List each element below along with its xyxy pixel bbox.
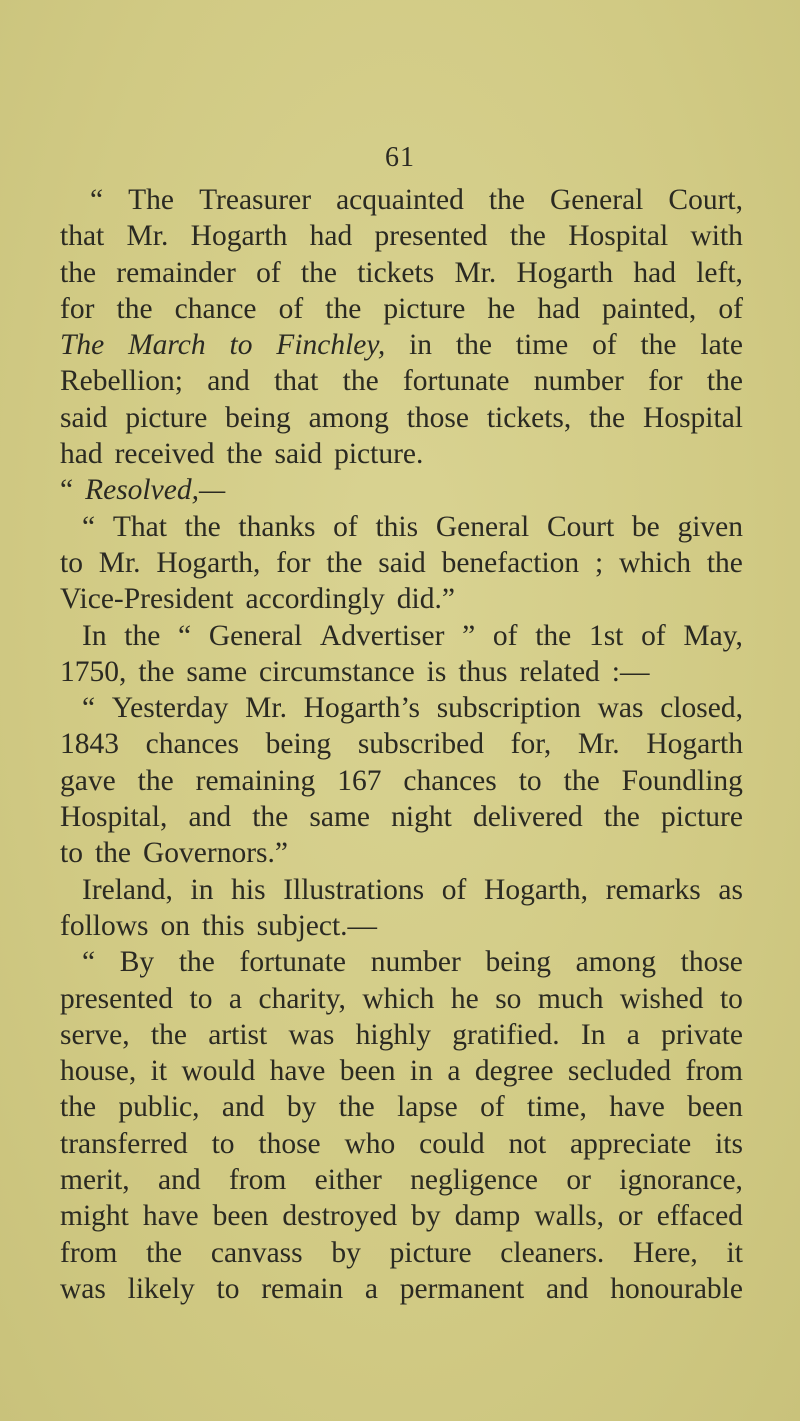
word: That <box>112 510 167 543</box>
word: picture. <box>334 438 424 471</box>
word: the <box>589 401 626 434</box>
word: Hogarth, <box>156 546 261 579</box>
word: The <box>60 329 105 362</box>
word: honourable <box>610 1272 743 1305</box>
word: the <box>184 510 221 543</box>
text-line <box>60 182 743 218</box>
word: said <box>378 546 426 579</box>
word: the <box>300 256 337 289</box>
word: merit, <box>60 1164 130 1197</box>
word: who <box>344 1127 396 1160</box>
word: from <box>228 1164 287 1197</box>
text-line <box>60 1017 743 1053</box>
word: picture <box>383 292 466 325</box>
word: a <box>364 1272 378 1305</box>
word: 1st <box>588 619 624 652</box>
word: number <box>533 365 624 398</box>
text-line <box>60 581 743 617</box>
word: of <box>441 873 467 906</box>
word: thus <box>458 655 508 688</box>
word: and <box>158 1164 201 1197</box>
word: 167 <box>337 764 382 797</box>
word: the <box>706 365 743 398</box>
word: ” <box>462 619 476 652</box>
word: Here, <box>633 1236 698 1269</box>
word: chances <box>403 764 497 797</box>
word: Hospital, <box>60 801 168 834</box>
word: artist <box>208 1018 268 1051</box>
word: late <box>700 329 743 362</box>
word: either <box>314 1164 382 1197</box>
word: a <box>228 982 243 1015</box>
word: received <box>114 438 215 471</box>
word: General <box>435 510 530 543</box>
word: had <box>309 220 353 253</box>
word: circumstance <box>259 655 415 688</box>
word: in <box>409 1055 433 1088</box>
word: house, <box>60 1055 137 1088</box>
word: been <box>212 1200 269 1233</box>
word: for, <box>510 728 552 761</box>
word: Resolved,— <box>85 474 226 507</box>
word: Mr. <box>126 220 169 253</box>
word: General <box>550 184 644 216</box>
word: of <box>256 256 281 289</box>
word: :— <box>611 655 650 688</box>
word: subscribed <box>357 728 484 761</box>
word: the <box>150 1018 187 1051</box>
word: effaced <box>656 1200 743 1233</box>
word: appreciate <box>570 1127 692 1160</box>
word: this <box>202 909 245 942</box>
word: of <box>333 510 358 543</box>
word: and <box>207 365 250 398</box>
word: night <box>391 801 452 834</box>
word: was <box>60 1272 106 1305</box>
word: painted, <box>602 292 697 325</box>
word: Mr. <box>98 546 141 579</box>
word: to <box>719 982 743 1015</box>
word: to <box>518 764 542 797</box>
word: walls, <box>534 1200 604 1233</box>
word: to <box>60 546 83 579</box>
word: as <box>718 873 743 906</box>
word: to <box>229 329 253 362</box>
word: “ <box>82 946 96 979</box>
word: thanks <box>238 510 316 543</box>
word: picture <box>661 801 743 834</box>
word: for <box>60 292 95 325</box>
word: the <box>455 329 492 362</box>
word: the <box>509 220 546 253</box>
word: public, <box>118 1091 200 1124</box>
word: Treasurer <box>199 184 312 216</box>
text-line <box>60 1271 743 1307</box>
word: by <box>331 1236 361 1269</box>
word: the <box>325 292 362 325</box>
word: to <box>211 1127 235 1160</box>
word: Foundling <box>621 764 743 797</box>
word: subject.— <box>256 909 378 942</box>
text-line <box>60 618 743 654</box>
word: In <box>580 1018 606 1051</box>
word: the <box>706 546 743 579</box>
text-line <box>60 255 743 291</box>
word: Yesterday <box>111 692 229 725</box>
word: said <box>60 401 108 434</box>
word: for <box>648 365 683 398</box>
word: “ <box>60 474 74 507</box>
word: Advertiser <box>319 619 445 652</box>
word: of <box>492 619 518 652</box>
word: it <box>150 1055 168 1088</box>
word: Hogarth <box>646 728 743 761</box>
word: related <box>519 655 600 688</box>
word: the <box>252 801 289 834</box>
word: tickets <box>357 256 435 289</box>
text-line <box>60 509 743 545</box>
word: among <box>575 946 656 979</box>
text-line <box>60 872 743 908</box>
word: 1843 <box>60 728 119 761</box>
word: had <box>537 292 580 325</box>
word: in <box>409 329 433 362</box>
word: had <box>60 438 103 471</box>
word: ; <box>594 546 604 579</box>
word: the <box>137 764 174 797</box>
word: 1750, <box>60 655 127 688</box>
word: which <box>618 546 692 579</box>
word: so <box>495 982 522 1015</box>
word: a <box>447 1055 461 1088</box>
word: highly <box>355 1018 432 1051</box>
text-line <box>60 400 743 436</box>
word: and <box>545 1272 589 1305</box>
word: is <box>426 655 447 688</box>
word: said <box>274 438 323 471</box>
word: benefaction <box>441 546 580 579</box>
word: did.” <box>396 583 455 616</box>
word: Rebellion; <box>60 365 183 398</box>
word: same <box>309 801 371 834</box>
word: charity, <box>258 982 346 1015</box>
text-line <box>60 690 743 726</box>
word: the <box>60 256 97 289</box>
word: of <box>592 329 617 362</box>
word: accordingly <box>245 583 385 616</box>
word: Illustrations <box>283 873 425 906</box>
word: the <box>116 292 153 325</box>
word: the <box>488 184 525 216</box>
word: from <box>60 1236 118 1269</box>
word: have <box>142 1200 199 1233</box>
word: been <box>339 1055 396 1088</box>
word: “ <box>90 184 104 216</box>
word: would <box>181 1055 256 1088</box>
word: Mr. <box>577 728 620 761</box>
word: the <box>178 946 215 979</box>
word: by <box>411 1200 441 1233</box>
word: the <box>94 837 131 870</box>
word: being <box>225 401 291 434</box>
word: canvass <box>210 1236 303 1269</box>
word: was <box>288 1018 335 1051</box>
word: it <box>726 1236 743 1269</box>
word: follows <box>60 909 149 942</box>
word: permanent <box>399 1272 525 1305</box>
word: presented <box>374 220 488 253</box>
word: Finchley, <box>276 329 386 362</box>
word: or <box>566 1164 591 1197</box>
word: General <box>208 619 303 652</box>
word: the <box>563 764 600 797</box>
word: its <box>715 1127 743 1160</box>
word: remainder <box>116 256 236 289</box>
word: to <box>216 1272 240 1305</box>
word: been <box>687 1091 743 1124</box>
text-line <box>60 1053 743 1089</box>
text-line <box>60 1198 743 1234</box>
word: those <box>406 401 469 434</box>
word: closed, <box>660 692 743 725</box>
text-line <box>60 291 743 327</box>
text-line <box>60 218 743 254</box>
word: likely <box>127 1272 195 1305</box>
word: gave <box>60 764 116 797</box>
word: Hogarth’s <box>303 692 420 725</box>
word: that <box>60 220 105 253</box>
word: that <box>274 365 319 398</box>
word: subscription <box>436 692 581 725</box>
word: of <box>718 292 743 325</box>
word: by <box>286 1091 317 1124</box>
word: In <box>82 619 107 652</box>
text-line <box>60 981 743 1017</box>
word: with <box>690 220 743 253</box>
text-line <box>60 1162 743 1198</box>
word: ignorance, <box>619 1164 743 1197</box>
word: cleaners. <box>500 1236 605 1269</box>
word: wished <box>619 982 704 1015</box>
word: picture <box>389 1236 472 1269</box>
word: May, <box>683 619 743 652</box>
text-line <box>60 436 743 472</box>
word: acquainted <box>336 184 464 216</box>
word: Hogarth <box>516 256 614 289</box>
word: tickets, <box>486 401 572 434</box>
text-line <box>60 944 743 980</box>
word: presented <box>60 982 174 1015</box>
word: Court <box>546 510 615 543</box>
word: Mr. <box>245 692 287 725</box>
word: a <box>626 1018 640 1051</box>
word: delivered <box>472 801 583 834</box>
word: Hogarth <box>190 220 288 253</box>
word: this <box>375 510 419 543</box>
word: March <box>128 329 206 362</box>
word: being <box>485 946 552 979</box>
word: remarks <box>605 873 701 906</box>
word: being <box>265 728 332 761</box>
word: same <box>186 655 248 688</box>
word: the <box>60 1091 97 1124</box>
text-line <box>60 363 743 399</box>
word: remain <box>261 1272 344 1305</box>
word: the <box>226 438 263 471</box>
word: Mr. <box>454 256 497 289</box>
word: gratified. <box>452 1018 560 1051</box>
word: The <box>128 184 175 216</box>
word: destroyed <box>282 1200 398 1233</box>
text-line <box>60 654 743 690</box>
word: “ <box>178 619 192 652</box>
word: had <box>633 256 676 289</box>
word: degree <box>474 1055 554 1088</box>
word: serve, <box>60 1018 130 1051</box>
word: which <box>362 982 435 1015</box>
word: number <box>370 946 461 979</box>
text-line <box>60 799 743 835</box>
word: chances <box>145 728 239 761</box>
word: to <box>189 982 213 1015</box>
word: those <box>258 1127 321 1160</box>
word: of <box>480 1091 505 1124</box>
word: of <box>278 292 304 325</box>
word: his <box>231 873 266 906</box>
word: Hospital <box>643 401 743 434</box>
word: was <box>597 692 644 725</box>
word: not <box>508 1127 547 1160</box>
word: to <box>60 837 83 870</box>
word: transferred <box>60 1127 188 1160</box>
word: time <box>515 329 569 362</box>
word: of <box>641 619 666 652</box>
word: Ireland, <box>82 873 173 906</box>
text-line <box>60 726 743 762</box>
text-line <box>60 908 743 944</box>
word: lapse <box>397 1091 458 1124</box>
word: have <box>609 1091 665 1124</box>
text-line <box>60 1089 743 1125</box>
word: remaining <box>195 764 316 797</box>
word: the <box>326 546 363 579</box>
text-line <box>60 472 743 508</box>
word: chance <box>174 292 257 325</box>
word: damp <box>454 1200 521 1233</box>
word: he <box>450 982 479 1015</box>
text-line <box>60 1126 743 1162</box>
body-text <box>60 182 743 1307</box>
word: and <box>221 1091 265 1124</box>
word: secluded <box>567 1055 672 1088</box>
word: Vice-President <box>60 583 234 616</box>
text-line <box>60 835 743 871</box>
word: fortunate <box>402 365 510 398</box>
word: fortunate <box>239 946 347 979</box>
word: left, <box>696 256 743 289</box>
word: those <box>680 946 743 979</box>
text-line <box>60 763 743 799</box>
word: the <box>640 329 677 362</box>
word: in <box>190 873 214 906</box>
word: Court, <box>668 184 743 216</box>
word: or <box>618 1200 643 1233</box>
word: Governors.” <box>143 837 288 870</box>
text-line <box>60 1235 743 1271</box>
word: the <box>138 655 175 688</box>
word: the <box>535 619 572 652</box>
word: among <box>308 401 389 434</box>
word: he <box>487 292 516 325</box>
word: be <box>631 510 660 543</box>
word: negligence <box>410 1164 538 1197</box>
word: private <box>661 1018 743 1051</box>
word: from <box>685 1055 743 1088</box>
word: might <box>60 1200 129 1233</box>
word: “ <box>82 692 96 725</box>
word: By <box>119 946 155 979</box>
word: much <box>537 982 604 1015</box>
word: time, <box>527 1091 587 1124</box>
word: picture <box>125 401 208 434</box>
word: Hogarth, <box>484 873 589 906</box>
word: on <box>160 909 190 942</box>
word: the <box>342 365 379 398</box>
word: the <box>124 619 161 652</box>
text-line <box>60 545 743 581</box>
word: for <box>276 546 311 579</box>
word: have <box>269 1055 326 1088</box>
word: the <box>603 801 640 834</box>
word: the <box>146 1236 183 1269</box>
word: and <box>188 801 232 834</box>
word: the <box>338 1091 375 1124</box>
page-number: 61 <box>385 142 415 173</box>
word: Hospital <box>568 220 669 253</box>
text-line <box>60 327 743 363</box>
word: “ <box>82 510 96 543</box>
word: given <box>677 510 743 543</box>
word: could <box>419 1127 485 1160</box>
